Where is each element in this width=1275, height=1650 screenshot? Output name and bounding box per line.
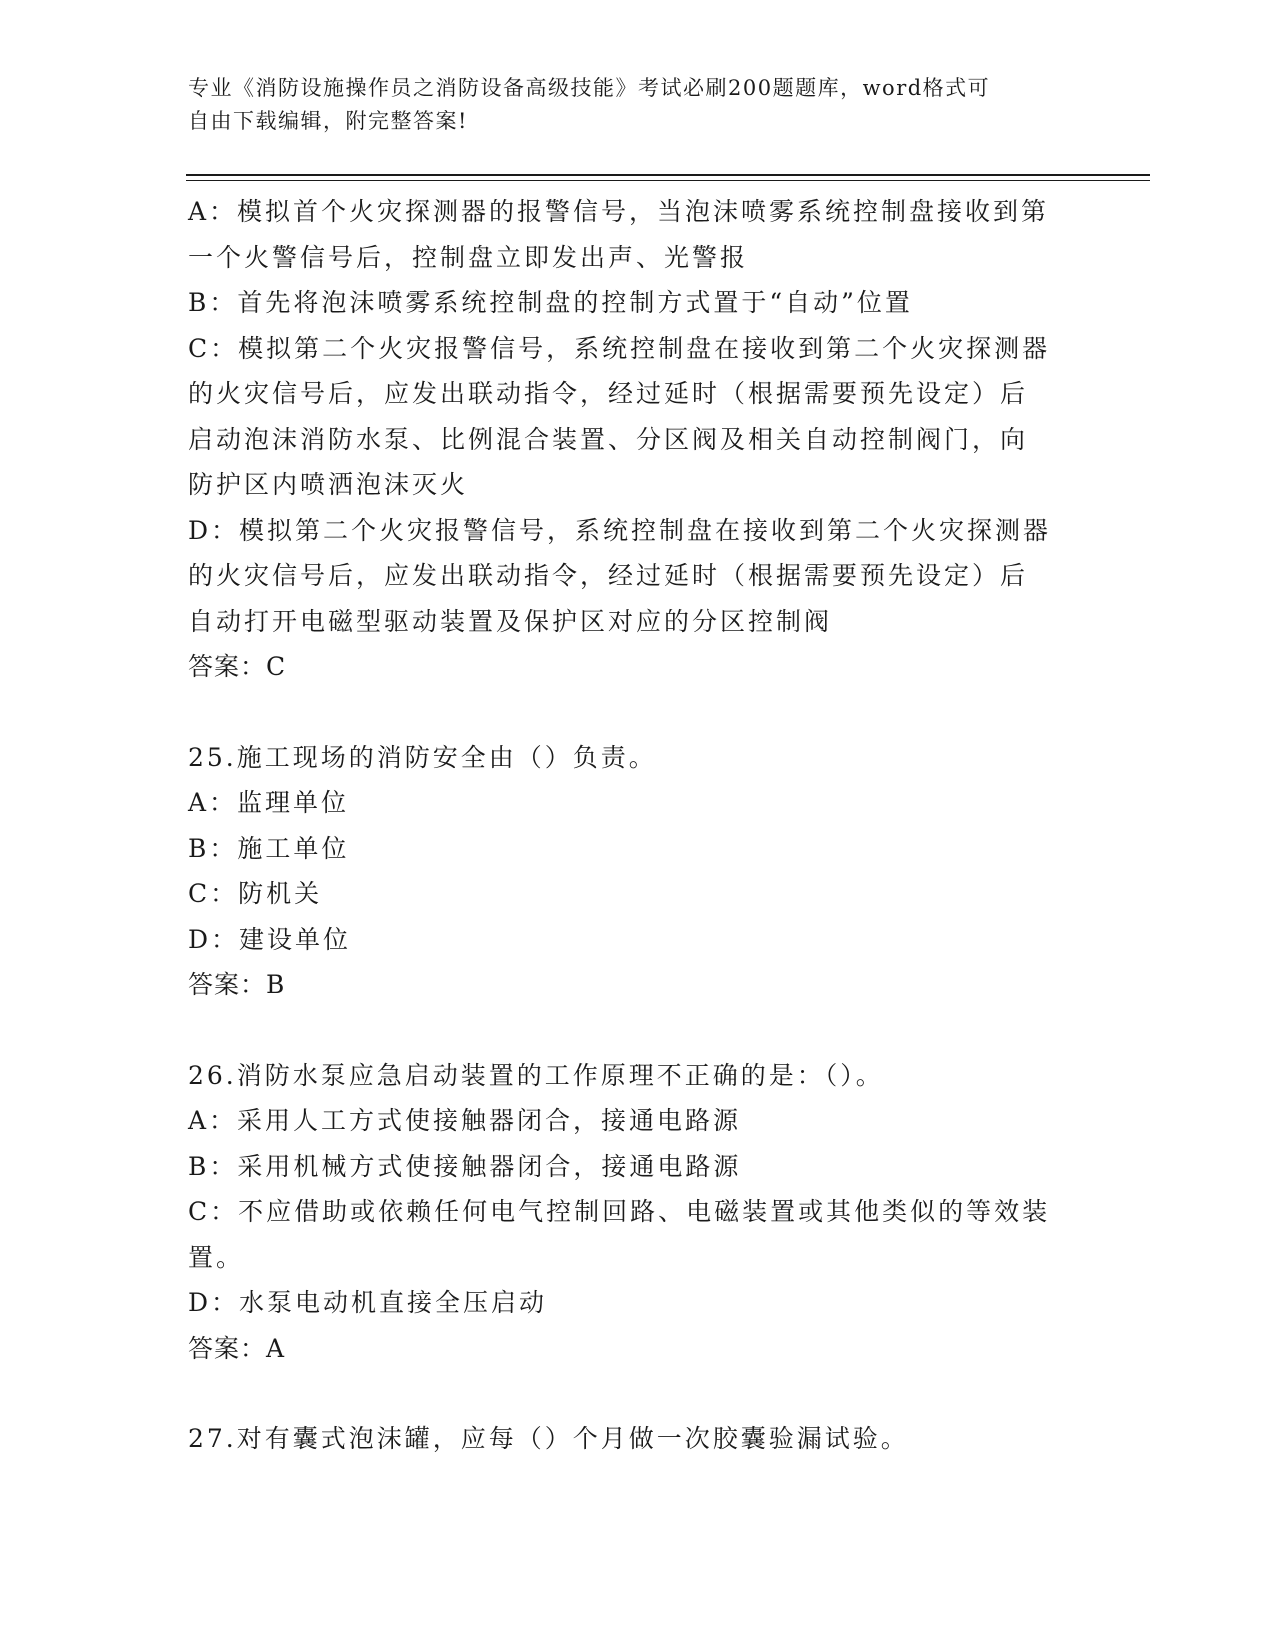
option-line: C：不应借助或依赖任何电气控制回路、电磁装置或其他类似的等效装 — [188, 1197, 1051, 1226]
option-line: 的火灾信号后，应发出联动指令，经过延时（根据需要预先设定）后 — [188, 379, 1029, 408]
spacer — [188, 1008, 1068, 1053]
header-divider-thin — [186, 180, 1150, 181]
option-line: 置。 — [188, 1242, 245, 1272]
previous-question — [188, 189, 1068, 690]
option-line: D：模拟第二个火灾报警信号，系统控制盘在接收到第二个火灾探测器 — [188, 515, 1052, 545]
question-26 — [188, 1053, 1068, 1372]
option-d: D：建设单位 — [188, 924, 352, 954]
option-b: B：采用机械方式使接触器闭合，接通电路源 — [188, 1151, 742, 1181]
document-body — [188, 189, 1068, 1462]
spacer — [188, 1371, 1068, 1416]
answer — [188, 1326, 1068, 1372]
answer-label: 答案： — [188, 970, 267, 999]
question-stem: 26.消防水泵应急启动装置的工作原理不正确的是：（）。 — [188, 1060, 884, 1090]
header-line-2: 自由下载编辑，附完整答案! — [188, 109, 468, 133]
option-line: 防护区内喷洒泡沫灭火 — [188, 470, 469, 499]
spacer — [188, 690, 1068, 735]
answer-label: 答案： — [188, 652, 267, 681]
question-27 — [188, 1416, 1068, 1462]
answer-label: 答案： — [188, 1333, 267, 1363]
answer-value: B — [266, 970, 286, 999]
option-a: A：监理单位 — [188, 788, 350, 817]
answer — [188, 962, 1068, 1008]
option-line: 启动泡沫消防水泵、比例混合装置、分区阀及相关自动控制阀门，向 — [188, 424, 1029, 454]
option-c — [188, 1189, 1068, 1280]
option-a — [188, 189, 1068, 280]
option-line: C：模拟第二个火灾报警信号，系统控制盘在接收到第二个火灾探测器 — [188, 333, 1051, 363]
option-a: A：采用人工方式使接触器闭合，接通电路源 — [188, 1106, 742, 1135]
question-stem: 27.对有囊式泡沫罐，应每（）个月做一次胶囊验漏试验。 — [188, 1424, 909, 1453]
option-c — [188, 326, 1068, 508]
answer-value: C — [266, 652, 287, 681]
option-b — [188, 280, 1068, 326]
option-line: B：首先将泡沫喷雾系统控制盘的控制方式置于“自动”位置 — [188, 288, 913, 317]
option-d: D：水泵电动机直接全压启动 — [188, 1288, 548, 1317]
page-header — [188, 72, 1068, 138]
option-line: A：模拟首个火灾探测器的报警信号，当泡沫喷雾系统控制盘接收到第 — [188, 197, 1050, 226]
question-stem: 25.施工现场的消防安全由（）负责。 — [188, 742, 657, 772]
option-line: 一个火警信号后，控制盘立即发出声、光警报 — [188, 242, 749, 272]
option-b: B：施工单位 — [188, 833, 350, 863]
option-c: C：防机关 — [188, 879, 323, 908]
option-line: 自动打开电磁型驱动装置及保护区对应的分区控制阀 — [188, 606, 833, 636]
header-divider-thick — [186, 174, 1150, 176]
answer-value: A — [266, 1333, 286, 1363]
option-line: 的火灾信号后，应发出联动指令，经过延时（根据需要预先设定）后 — [188, 561, 1029, 590]
question-25 — [188, 735, 1068, 1008]
option-d — [188, 508, 1068, 645]
header-line-1: 专业《消防设施操作员之消防设备高级技能》考试必刷200题题库，word格式可 — [188, 76, 991, 100]
answer — [188, 644, 1068, 690]
